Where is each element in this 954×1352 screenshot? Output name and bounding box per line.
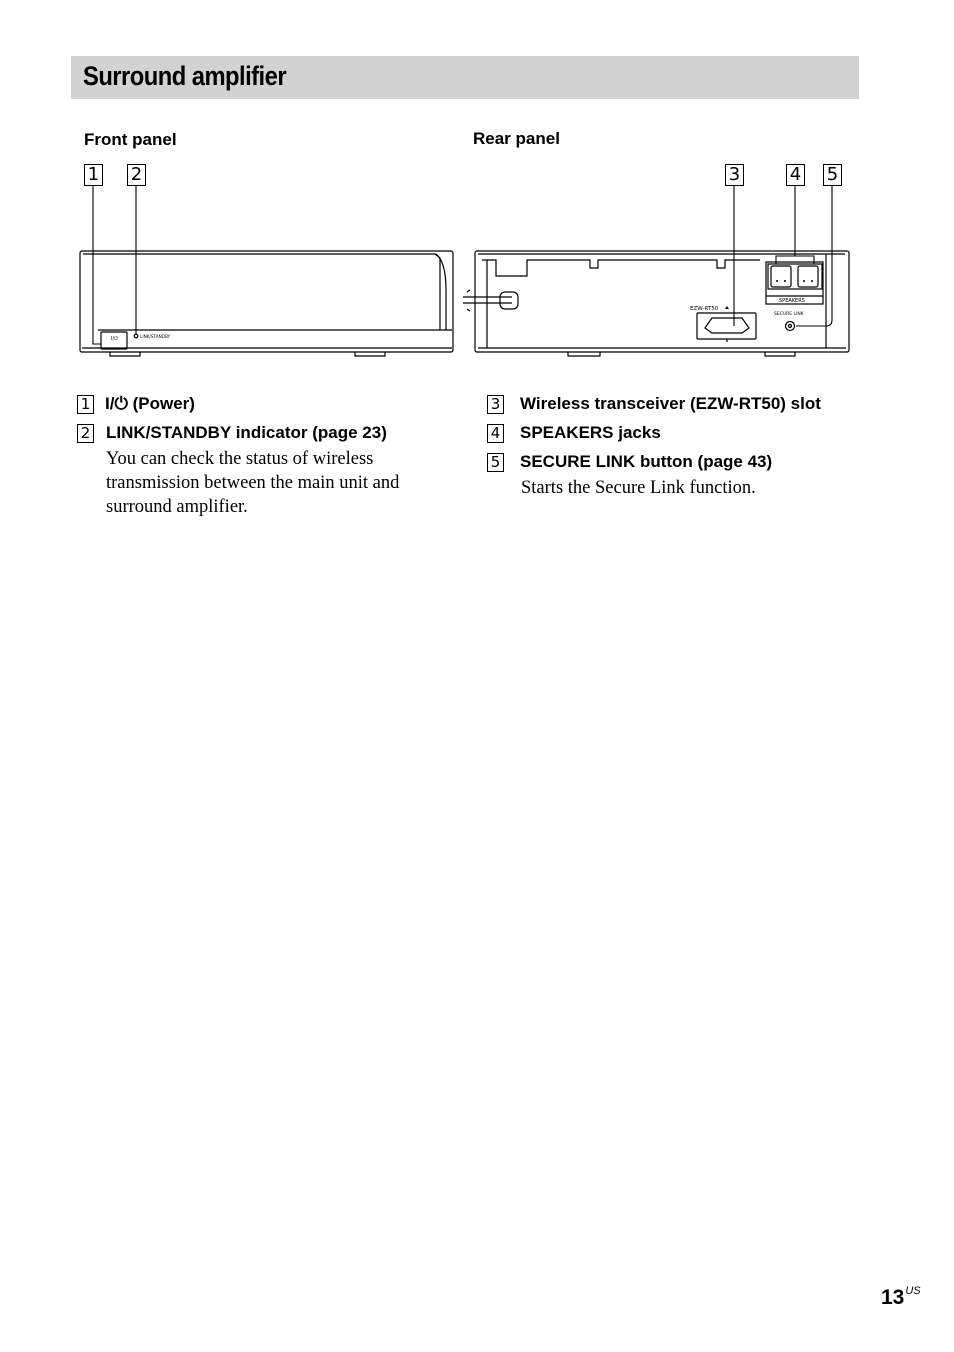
item-label: SECURE LINK button (page 43) xyxy=(520,452,773,471)
front-callout-1: 1 xyxy=(84,164,103,186)
front-link-standby-label: LINK/STANDBY xyxy=(140,334,171,339)
rear-callout-5: 5 xyxy=(823,164,842,186)
front-power-symbol: I/⏻ xyxy=(111,336,119,342)
item-label: Wireless transceiver (EZW-RT50) slot xyxy=(520,394,821,413)
section-title: Surround amplifier xyxy=(83,61,287,91)
page-number-value: 13 xyxy=(881,1286,905,1309)
item-number: 1 xyxy=(77,395,94,414)
item-label: SPEAKERS jacks xyxy=(520,423,661,442)
item-label: LINK/STANDBY indicator (page 23) xyxy=(106,423,387,442)
page-region: US xyxy=(905,1285,921,1297)
rear-speakers-label: SPEAKERS xyxy=(779,298,805,304)
rear-callout-3: 3 xyxy=(725,164,744,186)
item-label: I/⏻ (Power) xyxy=(105,394,195,413)
item-description: You can check the status of wireless transmission between the main unit and surround amplifier. xyxy=(106,449,400,517)
item-number: 2 xyxy=(77,424,94,443)
rear-slot-label: EZW-RT50 xyxy=(690,306,719,312)
item-description: Starts the Secure Link function. xyxy=(521,478,756,498)
rear-panel-illustration xyxy=(0,0,954,380)
item-number: 5 xyxy=(487,453,504,472)
item-number: 4 xyxy=(487,424,504,443)
front-panel-heading: Front panel xyxy=(84,130,177,149)
rear-secure-link-label: SECURE LINK xyxy=(774,312,804,317)
rear-callout-4: 4 xyxy=(786,164,805,186)
item-number: 3 xyxy=(487,395,504,414)
rear-panel-heading: Rear panel xyxy=(473,129,560,148)
front-callout-2: 2 xyxy=(127,164,146,186)
page-number xyxy=(881,1285,921,1310)
